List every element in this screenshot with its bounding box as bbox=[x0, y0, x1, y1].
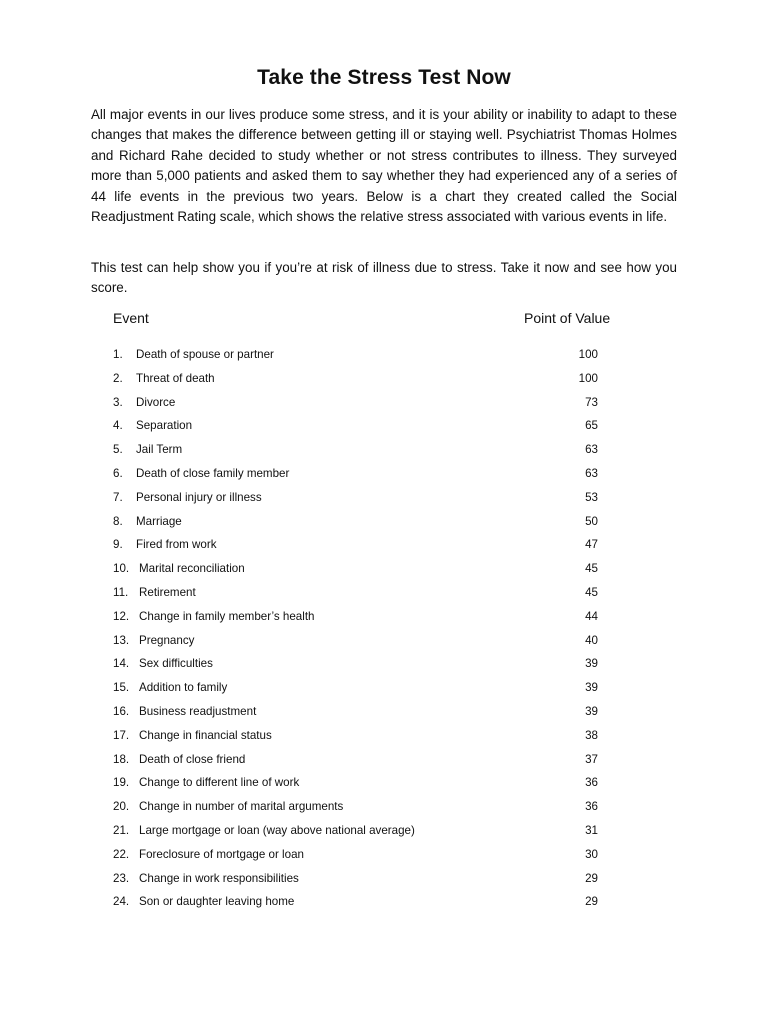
event-name: Pregnancy bbox=[139, 633, 195, 647]
row-number: 20. bbox=[113, 800, 130, 814]
row-number: 12. bbox=[113, 609, 130, 623]
event-point-value: 44 bbox=[585, 609, 598, 623]
row-number: 15. bbox=[113, 681, 130, 695]
event-name: Death of close friend bbox=[139, 752, 246, 766]
table-row bbox=[0, 607, 768, 631]
event-name: Marital reconciliation bbox=[139, 562, 245, 576]
row-number: 23. bbox=[113, 871, 130, 885]
event-point-value: 63 bbox=[585, 443, 598, 457]
table-row bbox=[0, 488, 768, 512]
row-number: 21. bbox=[113, 823, 130, 837]
event-point-value: 31 bbox=[585, 823, 598, 837]
table-row bbox=[0, 892, 768, 916]
row-number: 16. bbox=[113, 704, 130, 718]
row-number: 5. bbox=[113, 443, 123, 457]
table-row bbox=[0, 678, 768, 702]
points-column-header: Point of Value bbox=[524, 310, 611, 326]
event-point-value: 63 bbox=[585, 466, 598, 480]
event-point-value: 45 bbox=[585, 585, 598, 599]
event-point-value: 39 bbox=[585, 681, 598, 695]
table-row bbox=[0, 416, 768, 440]
event-name: Threat of death bbox=[136, 371, 215, 385]
event-name: Change in family member’s health bbox=[139, 609, 315, 623]
event-name: Business readjustment bbox=[139, 704, 257, 718]
event-point-value: 100 bbox=[578, 348, 598, 361]
row-number: 3. bbox=[113, 395, 123, 409]
event-name: Marriage bbox=[136, 514, 182, 528]
row-number: 17. bbox=[113, 728, 130, 742]
row-number: 14. bbox=[113, 657, 130, 671]
table-row bbox=[0, 345, 768, 369]
event-point-value: 47 bbox=[585, 538, 598, 552]
event-name: Personal injury or illness bbox=[136, 490, 262, 504]
event-point-value: 40 bbox=[585, 633, 598, 647]
event-point-value: 36 bbox=[585, 800, 598, 814]
table-row bbox=[0, 440, 768, 464]
event-point-value: 29 bbox=[585, 871, 598, 885]
event-name: Death of close family member bbox=[136, 466, 290, 480]
table-row bbox=[0, 726, 768, 750]
event-point-value: 73 bbox=[585, 395, 598, 409]
table-row bbox=[0, 821, 768, 845]
event-name: Retirement bbox=[139, 585, 196, 599]
row-number: 24. bbox=[113, 895, 130, 909]
table-row bbox=[0, 512, 768, 536]
event-name: Change to different line of work bbox=[139, 776, 300, 790]
event-name: Change in work responsibilities bbox=[139, 871, 299, 885]
event-name: Death of spouse or partner bbox=[136, 348, 274, 361]
event-name: Foreclosure of mortgage or loan bbox=[139, 847, 304, 861]
table-row bbox=[0, 393, 768, 417]
table-row bbox=[0, 869, 768, 893]
row-number: 2. bbox=[113, 371, 123, 385]
event-name: Fired from work bbox=[136, 538, 217, 552]
table-row bbox=[0, 559, 768, 583]
table-row bbox=[0, 535, 768, 559]
event-point-value: 29 bbox=[585, 895, 598, 909]
event-point-value: 39 bbox=[585, 657, 598, 671]
table-row bbox=[0, 369, 768, 393]
row-number: 22. bbox=[113, 847, 130, 861]
row-number: 18. bbox=[113, 752, 130, 766]
event-point-value: 45 bbox=[585, 562, 598, 576]
row-number: 10. bbox=[113, 562, 130, 576]
row-number: 11. bbox=[113, 585, 129, 599]
table-row bbox=[0, 583, 768, 607]
event-column-header: Event bbox=[113, 310, 149, 326]
event-point-value: 65 bbox=[585, 419, 598, 433]
row-number: 19. bbox=[113, 776, 130, 790]
event-name: Separation bbox=[136, 419, 193, 433]
row-number: 1. bbox=[113, 348, 123, 361]
event-name: Change in financial status bbox=[139, 728, 272, 742]
event-name: Divorce bbox=[136, 395, 176, 409]
table-row bbox=[0, 750, 768, 774]
event-point-value: 38 bbox=[585, 728, 598, 742]
event-point-value: 37 bbox=[585, 752, 598, 766]
event-name: Change in number of marital arguments bbox=[139, 800, 344, 814]
event-point-value: 100 bbox=[578, 371, 598, 385]
row-number: 4. bbox=[113, 419, 123, 433]
event-point-value: 50 bbox=[585, 514, 598, 528]
table-row bbox=[0, 654, 768, 678]
event-name: Son or daughter leaving home bbox=[139, 895, 295, 909]
row-number: 8. bbox=[113, 514, 123, 528]
table-row bbox=[0, 702, 768, 726]
event-point-value: 36 bbox=[585, 776, 598, 790]
table-row bbox=[0, 845, 768, 869]
table-row bbox=[0, 464, 768, 488]
row-number: 6. bbox=[113, 466, 123, 480]
table-row bbox=[0, 797, 768, 821]
event-point-value: 53 bbox=[585, 490, 598, 504]
event-name: Addition to family bbox=[139, 681, 228, 695]
row-number: 13. bbox=[113, 633, 130, 647]
intro-paragraph: All major events in our lives produce some stress, and it is your ability or inability to adapt to these changes that makes the difference between getting ill or staying well. Psychiatrist Thomas Holmes and Richard Rahe decided to study whether or not stress contributes to illness. They surveyed more than 5,000 patients and asked them to say whether they had experienced any of a series of 44 life events in the previous two years. Below is a chart they created called the Social Readjustment Rating scale, which shows the relative stress associated with various events in life. bbox=[91, 107, 677, 225]
row-number: 9. bbox=[113, 538, 123, 552]
event-name: Sex difficulties bbox=[139, 657, 213, 671]
event-point-value: 39 bbox=[585, 704, 598, 718]
table-row bbox=[0, 773, 768, 797]
instruction-paragraph: This test can help show you if you’re at risk of illness due to stress. Take it now and see how you score. bbox=[91, 260, 677, 296]
stress-event-list bbox=[0, 345, 768, 916]
event-point-value: 30 bbox=[585, 847, 598, 861]
row-number: 7. bbox=[113, 490, 123, 504]
event-name: Large mortgage or loan (way above national average) bbox=[139, 823, 415, 837]
table-row bbox=[0, 631, 768, 655]
event-name: Jail Term bbox=[136, 443, 183, 457]
page-title: Take the Stress Test Now bbox=[257, 66, 511, 89]
